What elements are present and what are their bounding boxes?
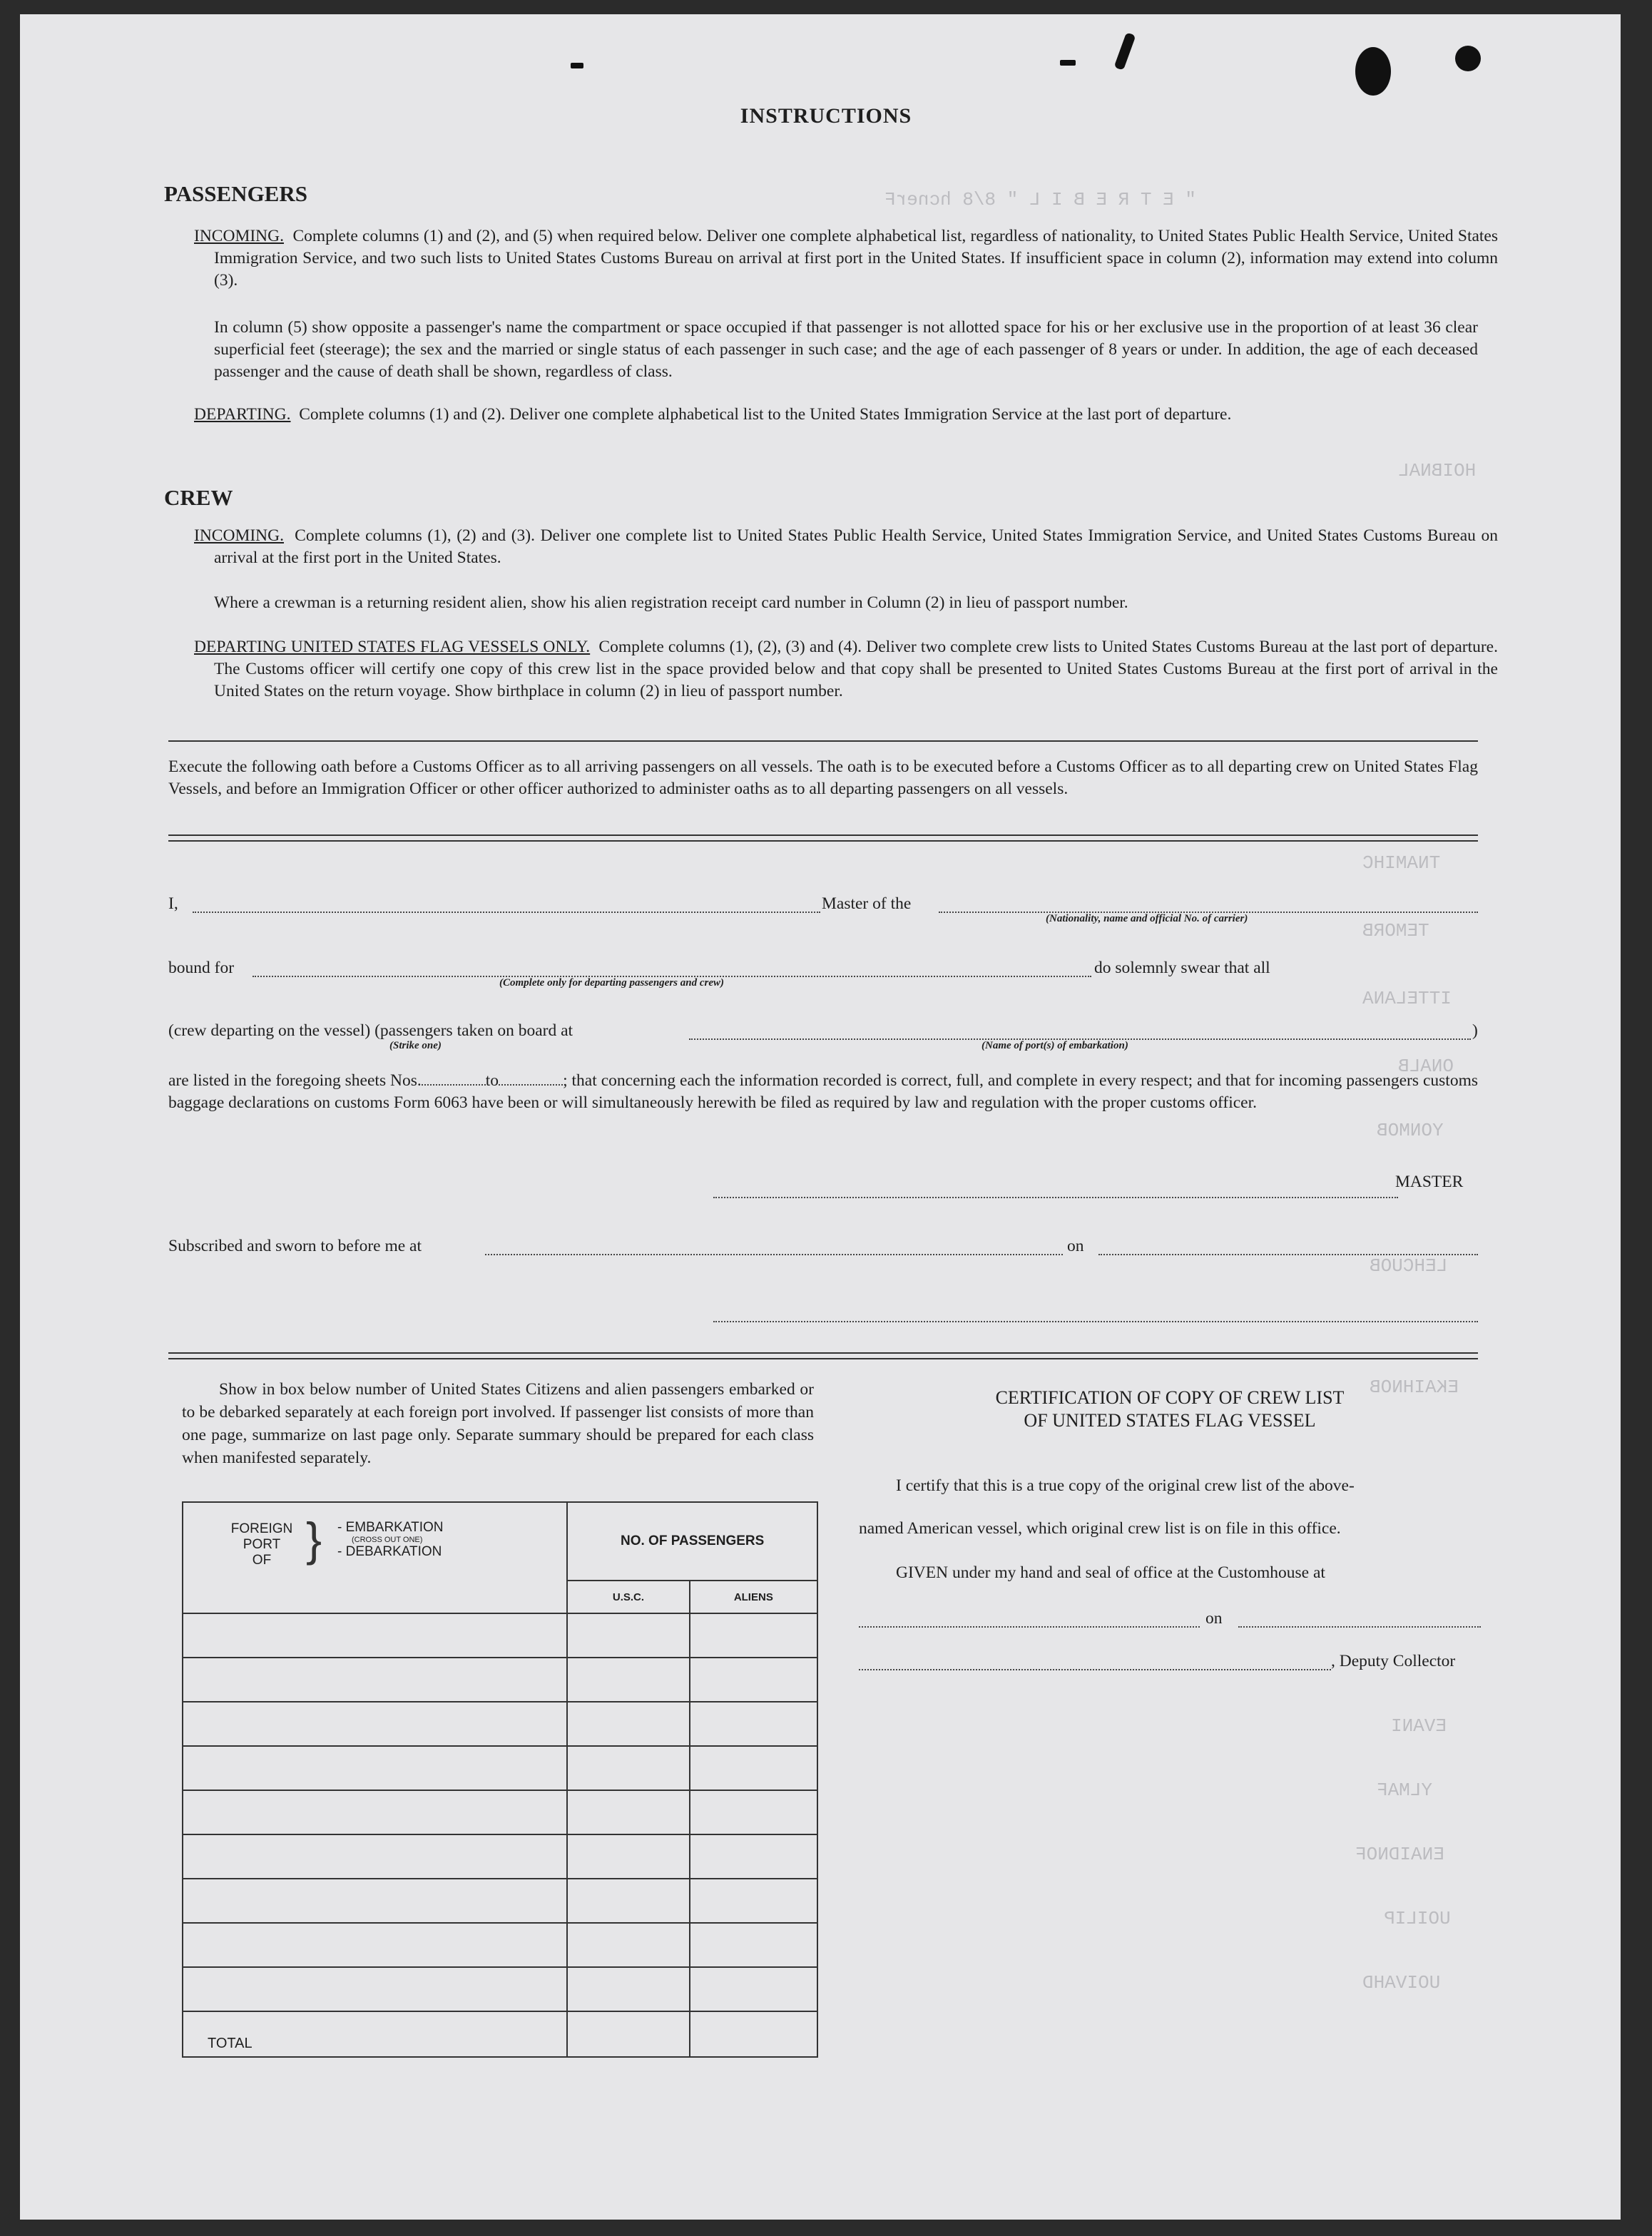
- sheet-to-field[interactable]: [499, 1084, 563, 1086]
- table-row: [183, 1923, 817, 1967]
- bound-for-caption: (Complete only for departing passengers and crew): [499, 977, 724, 989]
- crew-departing-paragraph: [194, 636, 1498, 703]
- port-cell[interactable]: [183, 1613, 567, 1658]
- oath-intro: Execute the following oath before a Customs Officer as to all arriving passengers on all vessels. The oath is to be executed before a Customs Officer as to all departing crew on United States Flag Vessels, and before an Immigration Officer or other officer authorized to administer oaths as to all departing passengers on all vessels.: [168, 757, 1478, 798]
- passenger-summary-table: [182, 1501, 818, 2058]
- port-cell[interactable]: [183, 1923, 567, 1967]
- certification-heading-2: OF UNITED STATES FLAG VESSEL: [1024, 1410, 1316, 1431]
- crew-incoming-text: Complete columns (1), (2) and (3). Deliver one complete list to United States Public Health Service, United States Immigration Service, and United States Customs Bureau on arrival at the first port in the United States.: [214, 526, 1498, 567]
- listed-text-b: ; that concerning each the information recorded is correct, full, and complete in every respect; and that for incoming passengers customs baggage declarations on customs Form 6063 have been or will simultaneously herewith be filed as required by law and regulation with the proper customs officer.: [168, 1071, 1478, 1112]
- total-usc-cell[interactable]: [567, 2011, 689, 2057]
- page-title: INSTRUCTIONS: [740, 104, 912, 128]
- usc-cell[interactable]: [567, 1658, 689, 1702]
- sworn-on-label: on: [1067, 1237, 1084, 1255]
- aliens-cell[interactable]: [690, 1790, 817, 1834]
- port-cell[interactable]: [183, 1790, 567, 1834]
- no-of-passengers-header: NO. OF PASSENGERS: [567, 1502, 817, 1581]
- table-row: [183, 1613, 817, 1658]
- bound-for-label: bound for: [168, 959, 235, 977]
- certify-line-3: GIVEN under my hand and seal of office at the Customhouse at: [896, 1563, 1325, 1582]
- debarkation-label[interactable]: - DEBARKATION: [337, 1544, 442, 1559]
- aliens-cell[interactable]: [690, 1702, 817, 1746]
- crew-departing-text: Complete columns (1), (2), (3) and (4). Deliver two complete crew lists to United States Customs Bureau at the last port of departure. The Customs officer will certify one copy of this crew list in the space provided below and that copy shall be presented to United States Customs Bureau at the first port of arrival in the United States on the return voyage. Show birthplace in column (2) in lieu of passport number.: [214, 638, 1498, 700]
- port-cell[interactable]: [183, 1879, 567, 1923]
- port-header-cell: [183, 1502, 567, 1613]
- master-label: MASTER: [1395, 1173, 1464, 1191]
- crew-passengers-strike-text: (crew departing on the vessel) (passengers taken on board at: [168, 1021, 573, 1040]
- foreign-label: FOREIGN: [230, 1521, 293, 1536]
- table-row: [183, 1702, 817, 1746]
- ink-blot: [571, 63, 583, 68]
- port-cell[interactable]: [183, 1658, 567, 1702]
- usc-header: U.S.C.: [567, 1581, 689, 1613]
- embarkation-label[interactable]: - EMBARKATION: [337, 1520, 444, 1535]
- table-row: [183, 1790, 817, 1834]
- listed-text-a: are listed in the foregoing sheets Nos.: [168, 1071, 422, 1090]
- passengers-departing-label: DEPARTING.: [194, 405, 291, 424]
- lower-divider-bottom: [168, 1358, 1478, 1359]
- ink-blot: [1455, 46, 1481, 71]
- certify-date-field[interactable]: [1238, 1626, 1481, 1628]
- sheet-from-field[interactable]: [422, 1084, 486, 1086]
- usc-cell[interactable]: [567, 1923, 689, 1967]
- of-label: OF: [252, 1553, 272, 1568]
- aliens-cell[interactable]: [690, 1879, 817, 1923]
- aliens-cell[interactable]: [690, 1613, 817, 1658]
- table-row: [183, 1834, 817, 1879]
- customhouse-field[interactable]: [859, 1626, 1200, 1628]
- crew-incoming-paragraph: [194, 525, 1498, 569]
- total-row: [183, 2011, 817, 2057]
- usc-cell[interactable]: [567, 1834, 689, 1879]
- master-of-the-label: Master of the: [822, 894, 912, 913]
- crew-returning-paragraph: Where a crewman is a returning resident alien, show his alien registration receipt card number in Column (2) in lieu of passport number.: [214, 593, 1128, 612]
- usc-cell[interactable]: [567, 1702, 689, 1746]
- port-cell[interactable]: [183, 1702, 567, 1746]
- passengers-departing-paragraph: [194, 404, 1498, 426]
- usc-cell[interactable]: [567, 1967, 689, 2011]
- brace-icon: }: [306, 1513, 322, 1566]
- master-signature-field[interactable]: [713, 1197, 1398, 1198]
- total-label: TOTAL: [183, 2011, 567, 2057]
- port-cell[interactable]: [183, 1967, 567, 2011]
- aliens-cell[interactable]: [690, 1834, 817, 1879]
- listed-paragraph: [168, 1070, 1478, 1114]
- total-aliens-cell[interactable]: [690, 2011, 817, 2057]
- oath-divider-bottom: [168, 840, 1478, 842]
- deputy-collector-label: , Deputy Collector: [1331, 1652, 1456, 1670]
- certify-line-1: I certify that this is a true copy of the original crew list of the above-: [896, 1476, 1355, 1495]
- table-row: [183, 1746, 817, 1790]
- ink-blot: [1060, 60, 1076, 66]
- certify-line-2: named American vessel, which original crew list is on file in this office.: [859, 1519, 1341, 1538]
- port-label: PORT: [243, 1537, 281, 1552]
- table-row: [183, 1967, 817, 2011]
- oath-i-label: I,: [168, 894, 178, 913]
- summary-instructions: Show in box below number of United States Citizens and alien passengers embarked or to be debarked separately at each foreign port involved. If passenger list consists of more than one page, summarize on last page only. Separate summary should be prepared for each class when manifested separately.: [182, 1380, 814, 1467]
- sworn-at-field[interactable]: [485, 1254, 1063, 1255]
- aliens-cell[interactable]: [690, 1746, 817, 1790]
- table-row: [183, 1879, 817, 1923]
- aliens-cell[interactable]: [690, 1967, 817, 2011]
- listed-to: to: [485, 1071, 499, 1090]
- aliens-header: ALIENS: [690, 1581, 817, 1613]
- port-cell[interactable]: [183, 1834, 567, 1879]
- crew-departing-label: DEPARTING UNITED STATES FLAG VESSELS ONLY.: [194, 638, 591, 656]
- master-name-field[interactable]: [193, 912, 820, 913]
- ink-blot: [1355, 47, 1391, 96]
- usc-cell[interactable]: [567, 1746, 689, 1790]
- passengers-column5-paragraph: In column (5) show opposite a passenger's name the compartment or space occupied if that passenger is not allotted space for his or her exclusive use in the proportion of at least 36 clear superficial feet (steerage); the sex and the married or single status of each passenger in such case; and the age of each passenger of 8 years or under. In addition, the age of each deceased passenger and the cause of death shall be shown, regardless of class.: [214, 318, 1478, 381]
- certify-on-label: on: [1205, 1609, 1223, 1628]
- usc-cell[interactable]: [567, 1613, 689, 1658]
- passengers-incoming-text: Complete columns (1) and (2), and (5) when required below. Deliver one complete alphabetical list, regardless of nationality, to United States Public Health Service, United States Immigration Service, and two such lists to United States Customs Bureau on arrival at first port in the United States. If insufficient space in column (2), information may extend into column (3).: [214, 227, 1499, 290]
- swear-text: do solemnly swear that all: [1094, 959, 1270, 977]
- lower-divider-top: [168, 1352, 1478, 1354]
- cross-out-one-label: (CROSS OUT ONE): [352, 1536, 423, 1544]
- close-paren: ): [1472, 1021, 1478, 1040]
- passengers-incoming-paragraph: [194, 225, 1498, 292]
- carrier-caption: (Nationality, name and official No. of carrier): [1046, 913, 1248, 924]
- passengers-incoming-label: INCOMING.: [194, 227, 284, 245]
- certification-heading-1: CERTIFICATION OF COPY OF CREW LIST: [995, 1387, 1345, 1408]
- crew-incoming-label: INCOMING.: [194, 526, 284, 545]
- port-cell[interactable]: [183, 1746, 567, 1790]
- section-divider: [168, 740, 1478, 742]
- oath-divider-top: [168, 834, 1478, 836]
- strike-one-caption: (Strike one): [389, 1040, 442, 1051]
- usc-cell[interactable]: [567, 1879, 689, 1923]
- aliens-cell[interactable]: [690, 1923, 817, 1967]
- officer-signature-field[interactable]: [713, 1321, 1478, 1322]
- subscribed-label: Subscribed and sworn to before me at: [168, 1237, 422, 1255]
- sworn-date-field[interactable]: [1098, 1254, 1478, 1255]
- port-caption: (Name of port(s) of embarkation): [981, 1040, 1128, 1051]
- usc-cell[interactable]: [567, 1790, 689, 1834]
- passengers-departing-text: Complete columns (1) and (2). Deliver one complete alphabetical list to the United States Immigration Service at the last port of departure.: [299, 405, 1232, 424]
- table-row: [183, 1658, 817, 1702]
- certification-heading: [856, 1387, 1484, 1432]
- deputy-collector-signature-field[interactable]: [859, 1669, 1331, 1670]
- aliens-cell[interactable]: [690, 1658, 817, 1702]
- crew-heading: CREW: [164, 485, 233, 510]
- passengers-heading: PASSENGERS: [164, 181, 307, 206]
